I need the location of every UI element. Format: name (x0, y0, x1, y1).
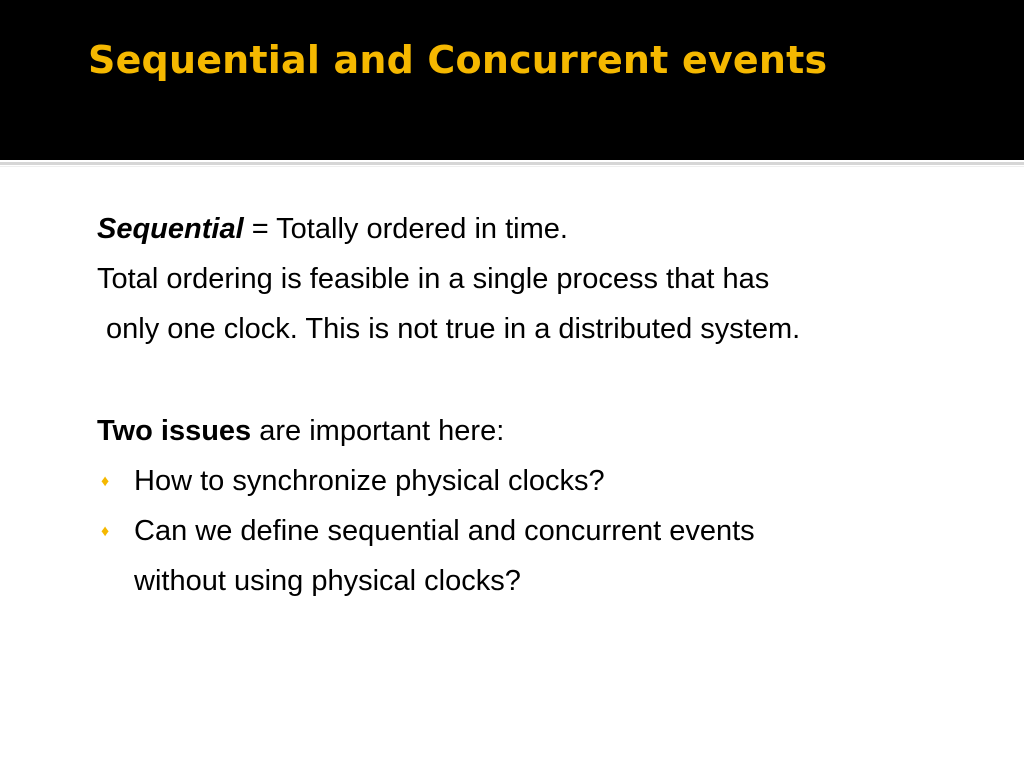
bullet-item-2-text-line-2: without using physical clocks? (134, 565, 521, 597)
ordering-line-2: only one clock. This is not true in a distributed system. (106, 313, 801, 345)
title-divider (0, 162, 1024, 165)
bullet-item-2-text-line-1: Can we define sequential and concurrent events (134, 515, 755, 547)
bullet-item-1-text: How to synchronize physical clocks? (134, 465, 605, 497)
definition-term: Sequential (97, 213, 244, 245)
issues-term: Two issues (97, 415, 252, 447)
slide-body (97, 204, 977, 606)
diamond-bullet-icon: ♦ (101, 473, 110, 490)
diamond-bullet-icon: ♦ (101, 523, 110, 540)
definition-text: = Totally ordered in time. (243, 213, 568, 245)
title-divider-shadow (0, 166, 1024, 167)
issues-text: are important here: (251, 415, 505, 447)
ordering-line-1: Total ordering is feasible in a single process that has (97, 263, 770, 295)
bullet-item-2 (97, 506, 977, 556)
definition-line (97, 204, 977, 254)
paragraph-spacer (97, 354, 977, 406)
slide-title: Sequential and Concurrent events (88, 38, 828, 82)
title-bar (0, 0, 1024, 160)
issues-line (97, 406, 977, 456)
bullet-item-1 (97, 456, 977, 506)
